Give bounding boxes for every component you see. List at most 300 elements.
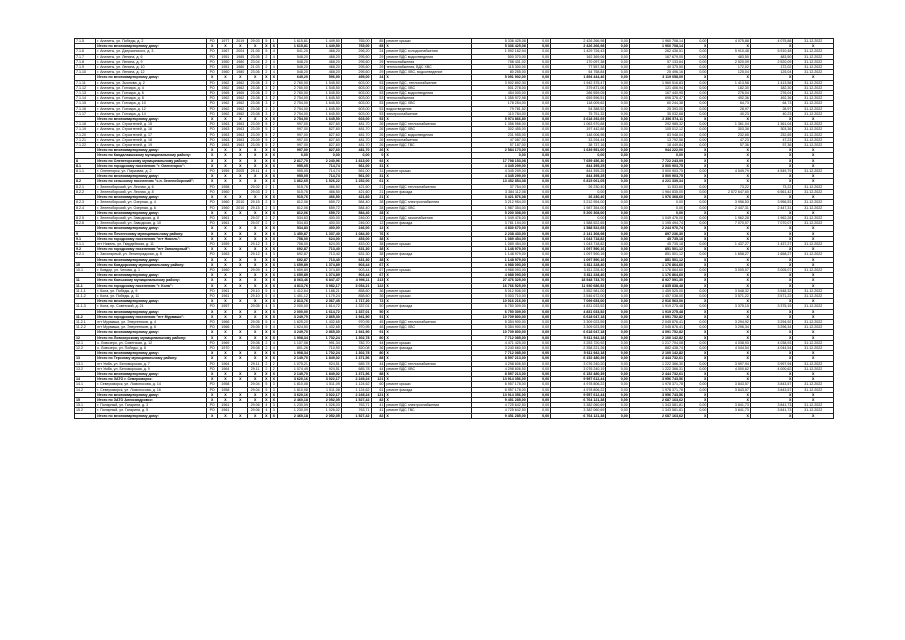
cell-limit-cost: Х bbox=[750, 262, 793, 267]
cell-address: г. Апатиты, ул. Гончара, д. 12 bbox=[96, 106, 207, 111]
cell-address: г. Зеленоборский, ул. Озерная, д. 6 bbox=[96, 205, 207, 210]
cell-sum-municipal: 262 436,51 bbox=[629, 49, 684, 54]
cell-repair-type: 9 451 285,00 bbox=[472, 413, 527, 418]
cell-residents: электроснабжение bbox=[385, 111, 472, 116]
cell-address: г. Апатиты, ул. Гончара, д. 14 bbox=[96, 111, 207, 116]
cell-sum-federal: 0,00 bbox=[551, 189, 606, 194]
cell-sum-owners: 0,00 bbox=[685, 169, 708, 174]
cell-sum-total: 0,00 bbox=[527, 200, 550, 205]
cell-address: Итого по Оленегорскому муниципальному району: bbox=[96, 158, 207, 163]
cell-address: Итого по многоквартирному дому: bbox=[96, 392, 207, 397]
cell-residential-living-area: 213 bbox=[371, 278, 385, 283]
cell-sum-total: 0,00 bbox=[527, 163, 550, 168]
cell-planned-date: Х bbox=[793, 117, 834, 122]
cell-type: Х bbox=[206, 231, 218, 236]
cell-address: Итого по многоквартирному дому: bbox=[96, 210, 207, 215]
cell-limit-cost: 182,30 bbox=[750, 85, 793, 90]
cell-repair-type: 0,00 bbox=[472, 153, 527, 158]
cell-year-commissioned: 2010 bbox=[233, 200, 248, 205]
cell-sum-municipal: 1 919 275,48 bbox=[629, 309, 684, 314]
cell-residential-living-area: 29 bbox=[371, 59, 385, 64]
cell-residential-area: 421,60 bbox=[341, 189, 371, 194]
cell-cost-per-sqm: 3 005,07 bbox=[708, 267, 751, 272]
cell-repair-type: 4 471 425,00 bbox=[472, 340, 527, 345]
cell-cost-per-sqm: 64,73 bbox=[708, 101, 751, 106]
cell-limit-cost: 4 000,62 bbox=[750, 366, 793, 371]
cell-residential-area: 903,44 bbox=[341, 273, 371, 278]
cell-sum-municipal: 1 222 366,31 bbox=[629, 366, 684, 371]
cell-floors: Х bbox=[270, 179, 277, 184]
cell-floors: 4 bbox=[270, 169, 277, 174]
cell-address: Итого по многоквартирному дому: bbox=[96, 174, 207, 179]
cell-sum-municipal: 1 343 581,81 bbox=[629, 408, 684, 413]
cell-residential-area: 520,08 bbox=[341, 345, 371, 350]
cell-total-area: 1 645,50 bbox=[309, 117, 341, 122]
cell-sum-municipal: 1 976 368,60 bbox=[629, 195, 684, 200]
cell-address: Итого по многоквартирному дому: bbox=[96, 75, 207, 80]
cell-planned-date: Х bbox=[793, 278, 834, 283]
cell-type: РО bbox=[206, 387, 218, 392]
cell-sum-federal: 6 764 121,38 bbox=[551, 413, 606, 418]
cell-sum-total: 0,00 bbox=[527, 335, 550, 340]
cell-floors: 2 bbox=[270, 91, 277, 96]
cell-limit-cost: 125,04 bbox=[750, 70, 793, 75]
cell-sum-regional: 0,00 bbox=[606, 111, 629, 116]
cell-cost-per-sqm: Х bbox=[708, 299, 751, 304]
cell-residential-living-area: 76 bbox=[371, 231, 385, 236]
cell-no: 8.2.5 bbox=[75, 215, 96, 220]
cell-sum-owners: 0,00 bbox=[685, 80, 708, 85]
cell-walls: 5 bbox=[263, 122, 270, 127]
cell-floors: 2 bbox=[270, 221, 277, 226]
cell-type: РО bbox=[206, 361, 218, 366]
cell-address: г. Апатиты, ул. Ленина, д. 9 bbox=[96, 59, 207, 64]
cell-walls: 5 bbox=[263, 325, 270, 330]
cell-no: 9 bbox=[75, 231, 96, 236]
cell-residents: Х bbox=[385, 262, 472, 267]
cell-sum-municipal: 1 176 864,60 bbox=[629, 267, 684, 272]
cell-type: РО bbox=[206, 132, 218, 137]
cell-limit-cost: Х bbox=[750, 179, 793, 184]
cell-residential-area: 481,70 bbox=[341, 127, 371, 132]
cell-floors: Х bbox=[270, 257, 277, 262]
cell-cost-per-sqm: Х bbox=[708, 210, 751, 215]
cell-floors: 4 bbox=[270, 319, 277, 324]
cell-no: 9.1 bbox=[75, 236, 96, 241]
cell-sum-municipal: 2 687 163,62 bbox=[629, 398, 684, 403]
cell-no: 15.1 bbox=[75, 403, 96, 408]
cell-address: пгт Мурмаши, ул. Энергетиков, д. 6 bbox=[96, 325, 207, 330]
cell-cost-per-sqm: Х bbox=[708, 273, 751, 278]
cell-planned-date: 31.12.2022 bbox=[793, 59, 834, 64]
cell-address: г. Североморск, ул. Ломоносова, д. 16 bbox=[96, 387, 207, 392]
cell-repair-type: 4 725 642,50 bbox=[472, 403, 527, 408]
cell-residential-area: 295,60 bbox=[341, 70, 371, 75]
cell-limit-cost: 3 375,15 bbox=[750, 304, 793, 309]
cell-sum-total: 0,00 bbox=[527, 75, 550, 80]
cell-repair-type: 1 148 979,00 bbox=[472, 247, 527, 252]
cell-sum-regional: 0,00 bbox=[606, 127, 629, 132]
cell-entrances: 692,87 bbox=[277, 257, 309, 262]
cell-walls: Х bbox=[263, 309, 270, 314]
cell-no: 7.1.19 bbox=[75, 127, 96, 132]
cell-planned-date: 31.12.2022 bbox=[793, 325, 834, 330]
cell-year-overhaul: 23.08 bbox=[248, 91, 263, 96]
cell-residential-area: 763,71 bbox=[341, 408, 371, 413]
cell-sum-owners: 0,00 bbox=[685, 252, 708, 257]
cell-repair-type: 5 974 866,80 bbox=[472, 117, 527, 122]
cell-year-built: Х bbox=[218, 330, 233, 335]
cell-cost-per-sqm: Х bbox=[708, 174, 751, 179]
cell-total-area: 466,50 bbox=[309, 189, 341, 194]
cell-sum-federal: 844 395,25 bbox=[551, 169, 606, 174]
cell-residential-area: 765,00 bbox=[341, 39, 371, 44]
cell-walls: Х bbox=[263, 174, 270, 179]
cell-residents: ремонт крыши bbox=[385, 293, 472, 298]
cell-type: РО bbox=[206, 221, 218, 226]
cell-residential-area: 1 084,30 bbox=[341, 231, 371, 236]
cell-floors: Х bbox=[270, 372, 277, 377]
cell-walls: 5 bbox=[263, 387, 270, 392]
cell-total-area: 2 240,96 bbox=[309, 158, 341, 163]
cell-year-built: 1957 bbox=[218, 304, 233, 309]
cell-type: Х bbox=[206, 392, 218, 397]
cell-sum-total: 0,00 bbox=[527, 283, 550, 288]
cell-floors: Х bbox=[270, 247, 277, 252]
cell-year-overhaul: 29.04 bbox=[248, 382, 263, 387]
cell-residential-living-area: 72 bbox=[371, 299, 385, 304]
cell-floors: 4 bbox=[270, 340, 277, 345]
cell-sum-owners: Х bbox=[685, 226, 708, 231]
cell-residential-area: 4 996,11 bbox=[341, 278, 371, 283]
cell-sum-total: 0,00 bbox=[527, 408, 550, 413]
cell-sum-total: 0,00 bbox=[527, 241, 550, 246]
cell-sum-federal: 54 388,52 bbox=[551, 106, 606, 111]
cell-year-overhaul: 29.11 bbox=[248, 366, 263, 371]
cell-residents: ремонт крыши bbox=[385, 382, 472, 387]
cell-planned-date: Х bbox=[793, 283, 834, 288]
cell-year-commissioned: 1963 bbox=[233, 137, 248, 142]
cell-planned-date: Х bbox=[793, 314, 834, 319]
cell-sum-municipal: 1 978 371,78 bbox=[629, 387, 684, 392]
cell-year-commissioned: Х bbox=[233, 372, 248, 377]
cell-sum-federal: 75 751,32 bbox=[551, 111, 606, 116]
cell-sum-total: 0,00 bbox=[527, 398, 550, 403]
cell-repair-type: 500 370,00 bbox=[472, 54, 527, 59]
cell-address: г. Апатиты, ул. Строителей, д. 19 bbox=[96, 143, 207, 148]
cell-total-area: 3 022,17 bbox=[309, 392, 341, 397]
cell-limit-cost: 3 571,22 bbox=[750, 293, 793, 298]
cell-planned-date: 31.12.2022 bbox=[793, 106, 834, 111]
cell-floors: Х bbox=[270, 75, 277, 80]
cell-sum-regional: 0,00 bbox=[606, 413, 629, 418]
cell-entrances: 1 659,89 bbox=[277, 273, 309, 278]
cell-entrances: 1 615,81 bbox=[277, 44, 309, 49]
cell-sum-municipal: 4 835 838,48 bbox=[629, 283, 684, 288]
cell-floors: Х bbox=[270, 236, 277, 241]
cell-sum-regional: 0,00 bbox=[606, 257, 629, 262]
cell-year-overhaul: 23.08 bbox=[248, 101, 263, 106]
cell-type: РО bbox=[206, 70, 218, 75]
cell-planned-date: Х bbox=[793, 153, 834, 158]
cell-repair-type: 4 298 606,50 bbox=[472, 366, 527, 371]
cell-cost-per-sqm: Х bbox=[708, 179, 751, 184]
cell-repair-type: 1 148 979,00 bbox=[472, 257, 527, 262]
cell-sum-federal: 3 253 720,92 bbox=[551, 340, 606, 345]
cell-limit-cost: 73,22 bbox=[750, 184, 793, 189]
cell-sum-total: 0,00 bbox=[527, 345, 550, 350]
cell-address: г. Ковдор, ул. Чехова, д. 1 bbox=[96, 267, 207, 272]
cell-sum-total: 0,00 bbox=[527, 44, 550, 49]
cell-sum-owners: 0,00 bbox=[685, 340, 708, 345]
cell-repair-type: 16 766 525,00 bbox=[472, 283, 527, 288]
cell-sum-regional: 0,00 bbox=[606, 117, 629, 122]
cell-address: с. Ловозеро, ул. Советская, д. 12 bbox=[96, 340, 207, 345]
cell-cost-per-sqm: 492,36 bbox=[708, 96, 751, 101]
cell-limit-cost: Х bbox=[750, 257, 793, 262]
cell-limit-cost: 483,50 bbox=[750, 54, 793, 59]
cell-sum-total: 0,00 bbox=[527, 247, 550, 252]
cell-floors: Х bbox=[270, 148, 277, 153]
cell-year-built: 1962 bbox=[218, 96, 233, 101]
cell-sum-federal: 1 942 375,47 bbox=[551, 80, 606, 85]
cell-residential-area: 295,60 bbox=[341, 65, 371, 70]
cell-walls: Х bbox=[263, 372, 270, 377]
cell-total-area: 659,72 bbox=[309, 205, 341, 210]
cell-limit-cost: Х bbox=[750, 309, 793, 314]
cell-type: Х bbox=[206, 398, 218, 403]
cell-residential-living-area: 80 bbox=[371, 335, 385, 340]
cell-no: 15.2 bbox=[75, 408, 96, 413]
cell-year-built: Х bbox=[218, 377, 233, 382]
cell-residential-area: 603,00 bbox=[341, 101, 371, 106]
cell-type: РО bbox=[206, 288, 218, 293]
cell-sum-municipal: 851 501,12 bbox=[629, 252, 684, 257]
cell-type: Х bbox=[206, 158, 218, 163]
cell-residents: ремонт фасада bbox=[385, 304, 472, 309]
cell-sum-municipal: 696 376,47 bbox=[629, 96, 684, 101]
cell-address: г. Зеленоборский, ул. Лесная, д. 8 bbox=[96, 189, 207, 194]
cell-planned-date: Х bbox=[793, 158, 834, 163]
cell-planned-date: Х bbox=[793, 195, 834, 200]
cell-sum-total: 0,00 bbox=[527, 39, 550, 44]
cell-year-overhaul: Х bbox=[248, 247, 263, 252]
cell-planned-date: 31.12.2022 bbox=[793, 304, 834, 309]
cell-limit-cost: 4 549,79 bbox=[750, 169, 793, 174]
cell-sum-regional: 0,00 bbox=[606, 163, 629, 168]
cell-year-built: Х bbox=[218, 158, 233, 163]
cell-residential-living-area: 28 bbox=[371, 205, 385, 210]
cell-total-area: 1 432,65 bbox=[309, 319, 341, 324]
cell-limit-cost: 4 075,88 bbox=[750, 39, 793, 44]
cell-residents: Х bbox=[385, 413, 472, 418]
cell-residential-living-area: 53 bbox=[371, 80, 385, 85]
cell-year-overhaul: 29.15 bbox=[248, 205, 263, 210]
cell-sum-federal: 2 426 266,98 bbox=[551, 44, 606, 49]
cell-year-built: 1959 bbox=[218, 241, 233, 246]
cell-residents: Х bbox=[385, 314, 472, 319]
cell-sum-municipal: 0,00 bbox=[629, 205, 684, 210]
cell-floors: 3 bbox=[270, 403, 277, 408]
cell-cost-per-sqm: Х bbox=[708, 75, 751, 80]
cell-residential-living-area: 26 bbox=[371, 148, 385, 153]
cell-sum-municipal: 18 449,84 bbox=[629, 143, 684, 148]
cell-limit-cost: 3 841,73 bbox=[750, 403, 793, 408]
cell-year-commissioned: 1963 bbox=[233, 122, 248, 127]
cell-cost-per-sqm: 2 520,09 bbox=[708, 59, 751, 64]
cell-no: 8.2.1 bbox=[75, 184, 96, 189]
cell-total-area: 924,51 bbox=[309, 361, 341, 366]
cell-planned-date: 31.12.2022 bbox=[793, 184, 834, 189]
cell-limit-cost: Х bbox=[750, 44, 793, 49]
cell-sum-municipal: 13 792,56 bbox=[629, 137, 684, 142]
cell-address: Итого по многоквартирному дому: bbox=[96, 226, 207, 231]
cell-residents: ремонт ВДС ХВС bbox=[385, 101, 472, 106]
cell-residents: ремонт фасада bbox=[385, 387, 472, 392]
cell-type: РО bbox=[206, 382, 218, 387]
cell-sum-total: 0,00 bbox=[527, 273, 550, 278]
cell-no: 9.2.1 bbox=[75, 252, 96, 257]
cell-sum-owners: 0,00 bbox=[685, 345, 708, 350]
cell-cost-per-sqm: Х bbox=[708, 356, 751, 361]
cell-entrances: 997,00 bbox=[277, 132, 309, 137]
cell-cost-per-sqm: Х bbox=[708, 377, 751, 382]
cell-year-overhaul: Х bbox=[248, 309, 263, 314]
cell-floors: Х bbox=[270, 351, 277, 356]
cell-no: 7.1.21 bbox=[75, 137, 96, 142]
cell-residential-area: 1 813,00 bbox=[341, 158, 371, 163]
cell-residential-living-area: 53 bbox=[371, 85, 385, 90]
cell-year-overhaul: Х bbox=[248, 257, 263, 262]
cell-residents: ремонт ВДС ГВС bbox=[385, 143, 472, 148]
cell-residential-area: 561,00 bbox=[341, 163, 371, 168]
cell-repair-type: 302 455,00 bbox=[472, 127, 527, 132]
cell-year-overhaul: 23.09 bbox=[248, 132, 263, 137]
cell-type: Х bbox=[206, 247, 218, 252]
cell-planned-date: 31.12.2022 bbox=[793, 189, 834, 194]
cell-walls: Х bbox=[263, 195, 270, 200]
cell-sum-regional: 0,00 bbox=[606, 174, 629, 179]
cell-floors: Х bbox=[270, 309, 277, 314]
cell-sum-regional: 0,00 bbox=[606, 299, 629, 304]
cell-floors: Х bbox=[270, 392, 277, 397]
cell-entrances: 2 000,00 bbox=[277, 304, 309, 309]
cell-year-built: Х bbox=[218, 262, 233, 267]
cell-sum-municipal: 8 927 591,30 bbox=[629, 278, 684, 283]
cell-type: Х bbox=[206, 236, 218, 241]
cell-year-built: 1962 bbox=[218, 111, 233, 116]
cell-planned-date: 31.12.2022 bbox=[793, 200, 834, 205]
cell-sum-total: 0,00 bbox=[527, 85, 550, 90]
cell-sum-federal: 286 559,05 bbox=[551, 91, 606, 96]
cell-sum-owners: Х bbox=[685, 195, 708, 200]
cell-planned-date: Х bbox=[793, 231, 834, 236]
cell-entrances: 2 760,00 bbox=[277, 80, 309, 85]
cell-sum-regional: 0,00 bbox=[606, 314, 629, 319]
cell-limit-cost: 57,36 bbox=[750, 143, 793, 148]
cell-address: Итого по Кандалакшскому муниципальному району: bbox=[96, 153, 207, 158]
cell-year-built: Х bbox=[218, 44, 233, 49]
cell-residential-living-area: 36 bbox=[371, 293, 385, 298]
cell-residential-area: 765,00 bbox=[341, 44, 371, 49]
cell-walls: 3 bbox=[263, 101, 270, 106]
cell-year-overhaul: 29.10 bbox=[248, 293, 263, 298]
cell-entrances: 1 230,09 bbox=[277, 403, 309, 408]
cell-sum-owners: Х bbox=[685, 314, 708, 319]
cell-type: Х bbox=[206, 163, 218, 168]
cell-sum-municipal: 25 496,16 bbox=[629, 70, 684, 75]
cell-residential-area: 603,00 bbox=[341, 106, 371, 111]
cell-walls: Х bbox=[263, 257, 270, 262]
cell-repair-type: 501 278,00 bbox=[472, 85, 527, 90]
cell-sum-federal: 2 141 308,98 bbox=[551, 231, 606, 236]
cell-year-built: 1950 bbox=[218, 59, 233, 64]
cell-cost-per-sqm: 232,65 bbox=[708, 132, 751, 137]
cell-sum-municipal: 2 356 574,11 bbox=[629, 117, 684, 122]
cell-year-built: 1958 bbox=[218, 382, 233, 387]
cell-year-built: Х bbox=[218, 299, 233, 304]
cell-total-area: 466,50 bbox=[309, 184, 341, 189]
cell-sum-federal: 5 611 942,18 bbox=[551, 351, 606, 356]
cell-entrances: 1 075,21 bbox=[277, 361, 309, 366]
cell-sum-total: 0,00 bbox=[527, 215, 550, 220]
cell-limit-cost: 2 520,09 bbox=[750, 59, 793, 64]
cell-total-area: 468,20 bbox=[309, 54, 341, 59]
cell-sum-total: 0,00 bbox=[527, 184, 550, 189]
cell-sum-municipal: 11 533,60 bbox=[629, 184, 684, 189]
cell-entrances: 955,05 bbox=[277, 169, 309, 174]
cell-entrances: 1 862,65 bbox=[277, 179, 309, 184]
cell-walls: Х bbox=[263, 247, 270, 252]
cell-residents: электроснабжения bbox=[385, 137, 472, 142]
cell-address: Итого по многоквартирному дому: bbox=[96, 273, 207, 278]
cell-sum-owners: 0,00 bbox=[685, 65, 708, 70]
cell-year-overhaul: Х bbox=[248, 262, 263, 267]
cell-sum-federal: 1 987 354,00 bbox=[551, 205, 606, 210]
cell-address: Итого по многоквартирному дому: bbox=[96, 351, 207, 356]
cell-cost-per-sqm: 303,36 bbox=[708, 127, 751, 132]
cell-planned-date: 31.12.2022 bbox=[793, 293, 834, 298]
cell-limit-cost: 3 956,53 bbox=[750, 200, 793, 205]
cell-walls: Х bbox=[263, 117, 270, 122]
cell-walls: Х bbox=[263, 314, 270, 319]
cell-repair-type: 10 709 800,00 bbox=[472, 330, 527, 335]
cell-year-commissioned: 1965 bbox=[233, 91, 248, 96]
cell-residents: ремонт фасада bbox=[385, 345, 472, 350]
cell-residential-area: 295,60 bbox=[341, 54, 371, 59]
cell-floors: 2 bbox=[270, 366, 277, 371]
cell-address: г. Зеленоборский, ул. Лесная, д. 6 bbox=[96, 184, 207, 189]
cell-sum-regional: 0,00 bbox=[606, 278, 629, 283]
cell-total-area: 714,74 bbox=[309, 174, 341, 179]
cell-residential-area: 858,60 bbox=[341, 288, 371, 293]
cell-planned-date: 31.12.2022 bbox=[793, 252, 834, 257]
cell-repair-type: 6 957 178,00 bbox=[472, 382, 527, 387]
cell-sum-federal: 1 588 522,65 bbox=[551, 221, 606, 226]
cell-address: Итого по многоквартирному дому: bbox=[96, 148, 207, 153]
cell-year-overhaul: 21.03 bbox=[248, 65, 263, 70]
cell-address: г. Кола, ул. Победы, д. 11 bbox=[96, 293, 207, 298]
cell-type: РО bbox=[206, 39, 218, 44]
cell-residential-area: 1 941,90 bbox=[341, 314, 371, 319]
cell-sum-owners: Х bbox=[685, 153, 708, 158]
cell-sum-federal: 38 737,16 bbox=[551, 143, 606, 148]
cell-sum-regional: 0,00 bbox=[606, 210, 629, 215]
cell-sum-total: 0,00 bbox=[527, 351, 550, 356]
cell-sum-federal: 1 429 726,43 bbox=[551, 49, 606, 54]
cell-year-commissioned: 1962 bbox=[233, 85, 248, 90]
cell-sum-owners: Х bbox=[685, 210, 708, 215]
